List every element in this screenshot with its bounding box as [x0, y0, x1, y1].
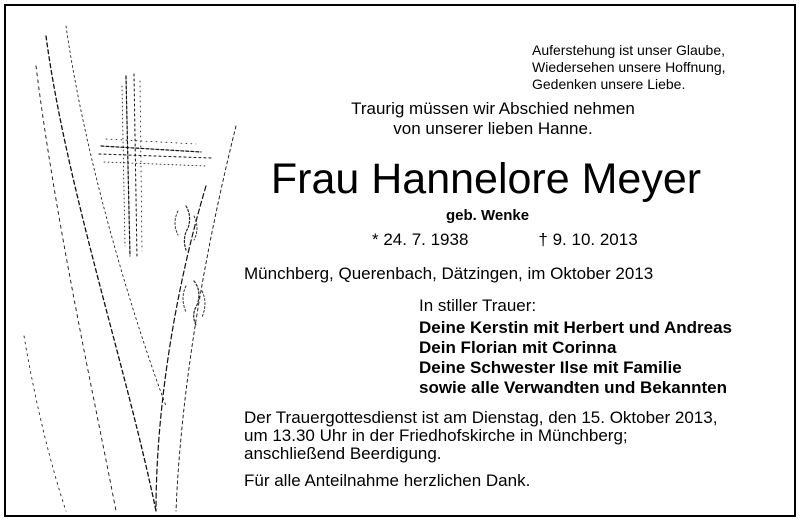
opening-statement — [296, 99, 690, 139]
service-line: Der Trauergottesdienst ist am Dienstag, den 15. Oktober 2013, — [244, 408, 718, 427]
mourner-line: sowie alle Verwandten und Bekannten — [419, 378, 727, 397]
life-dates — [372, 230, 638, 250]
mourner-line: Deine Schwester Ilse mit Familie — [419, 358, 682, 377]
cross-icon — [99, 74, 211, 258]
funeral-service-details — [244, 409, 717, 463]
motto-line: Gedenken unsere Liebe. — [532, 76, 686, 92]
wheat-stems — [24, 26, 236, 511]
service-line: um 13.30 Uhr in der Friedhofskirche in Münchberg; — [244, 426, 628, 445]
maiden-name: geb. Wenke — [446, 207, 530, 224]
opening-line: Traurig müssen wir Abschied nehmen — [351, 99, 635, 118]
place-and-date: Münchberg, Querenbach, Dätzingen, im Oktober 2013 — [244, 264, 654, 283]
mourner-line: Deine Kerstin mit Herbert und Andreas — [419, 318, 732, 337]
motto-line: Auferstehung ist unser Glaube, — [532, 42, 726, 58]
deceased-name: Frau Hannelore Meyer — [270, 155, 702, 203]
thanks-note: Für alle Anteilnahme herzlichen Dank. — [244, 471, 531, 490]
cross-and-wheat-illustration — [6, 6, 246, 516]
obituary-notice — [4, 4, 796, 517]
motto-line: Wiedersehen unsere Hoffnung, — [532, 59, 726, 75]
wheat-ears-icon — [175, 206, 205, 325]
service-line: anschließend Beerdigung. — [244, 444, 442, 463]
mourning-intro: In stiller Trauer: — [419, 296, 537, 315]
mourners-list — [419, 318, 732, 398]
birth-date: * 24. 7. 1938 — [372, 230, 469, 249]
opening-line: von unserer lieben Hanne. — [393, 119, 593, 138]
mourner-line: Dein Florian mit Corinna — [419, 338, 617, 357]
death-date: † 9. 10. 2013 — [538, 230, 638, 249]
motto-verse — [532, 42, 726, 93]
